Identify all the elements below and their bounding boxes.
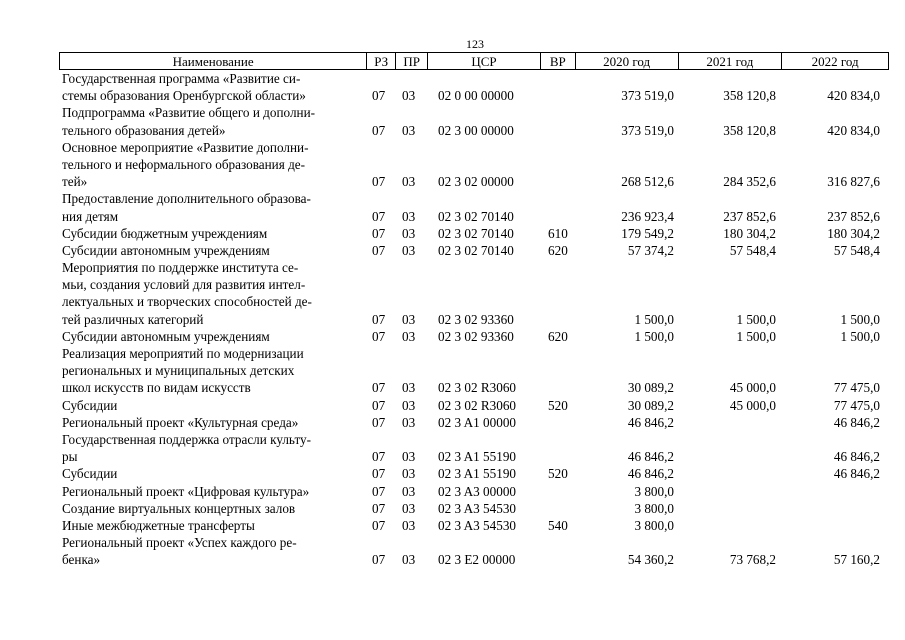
row-2021: 284 352,6 [723, 174, 776, 190]
row-csr: 02 3 02 93360 [438, 328, 514, 344]
row-2020: 268 512,6 [621, 174, 674, 190]
row-pr: 03 [402, 500, 416, 516]
row-rz: 07 [372, 552, 386, 568]
row-2020: 3 800,0 [634, 517, 674, 533]
row-2020: 46 846,2 [627, 414, 674, 430]
header-pr: ПР [396, 53, 428, 69]
row-name: Субсидии [62, 466, 118, 482]
table-row [0, 242, 905, 259]
row-2020: 30 089,2 [627, 397, 674, 413]
row-name: Государственная поддержка отрасли культу- [62, 431, 312, 447]
row-name: тельного и неформального образования де- [62, 156, 306, 172]
row-rz: 07 [372, 311, 386, 327]
row-csr: 02 3 E2 00000 [438, 552, 516, 568]
row-2021: 180 304,2 [723, 225, 776, 241]
page-number: 123 [466, 37, 484, 51]
row-pr: 03 [402, 88, 416, 104]
row-name: Мероприятия по поддержке института се- [62, 260, 299, 276]
row-name: мьи, создания условий для развития интел- [62, 277, 306, 293]
header-vr: ВР [541, 53, 576, 69]
row-2020: 179 549,2 [621, 225, 674, 241]
row-rz: 07 [372, 328, 386, 344]
row-csr: 02 3 02 R3060 [438, 397, 517, 413]
row-rz: 07 [372, 208, 386, 224]
row-name: Создание виртуальных концертных залов [62, 500, 296, 516]
table-row [0, 517, 905, 534]
row-rz: 07 [372, 500, 386, 516]
row-2021: 73 768,2 [729, 552, 776, 568]
row-name: ния детям [62, 208, 119, 224]
row-csr: 02 3 02 93360 [438, 311, 514, 327]
table-body [0, 70, 905, 568]
table-row [0, 276, 905, 293]
row-name: бенка» [62, 552, 101, 568]
row-csr: 02 3 02 70140 [438, 242, 514, 258]
table-row [0, 225, 905, 242]
table-row [0, 293, 905, 310]
table-row [0, 156, 905, 173]
row-pr: 03 [402, 483, 416, 499]
row-csr: 02 3 00 00000 [438, 122, 514, 138]
row-name: Региональный проект «Цифровая культура» [62, 483, 310, 499]
row-name: тей» [62, 174, 88, 190]
row-name: Субсидии автономным учреждениям [62, 242, 270, 258]
row-2020: 46 846,2 [627, 449, 674, 465]
row-2020: 57 374,2 [627, 242, 674, 258]
row-pr: 03 [402, 174, 416, 190]
row-rz: 07 [372, 242, 386, 258]
row-2022: 316 827,6 [827, 174, 880, 190]
row-2020: 30 089,2 [627, 380, 674, 396]
row-pr: 03 [402, 466, 416, 482]
row-2020: 46 846,2 [627, 466, 674, 482]
row-2022: 77 475,0 [833, 380, 880, 396]
row-2021: 358 120,8 [723, 122, 776, 138]
row-pr: 03 [402, 449, 416, 465]
row-2020: 373 519,0 [621, 122, 674, 138]
row-csr: 02 3 02 70140 [438, 225, 514, 241]
row-rz: 07 [372, 466, 386, 482]
row-2022: 57 160,2 [833, 552, 880, 568]
row-name: Региональный проект «Культурная среда» [62, 414, 299, 430]
row-csr: 02 3 02 R3060 [438, 380, 517, 396]
row-2020: 3 800,0 [634, 483, 674, 499]
table-row [0, 431, 905, 448]
row-rz: 07 [372, 414, 386, 430]
row-name: школ искусств по видам искусств [62, 380, 251, 396]
row-pr: 03 [402, 328, 416, 344]
table-row [0, 70, 905, 87]
row-2021: 57 548,4 [729, 242, 776, 258]
row-csr: 02 3 A1 00000 [438, 414, 517, 430]
row-2020: 373 519,0 [621, 88, 674, 104]
row-2021: 237 852,6 [723, 208, 776, 224]
table-row [0, 173, 905, 190]
table-row [0, 397, 905, 414]
row-2022: 77 475,0 [833, 397, 880, 413]
row-2022: 420 834,0 [827, 122, 880, 138]
row-2022: 420 834,0 [827, 88, 880, 104]
row-2020: 236 923,4 [621, 208, 674, 224]
table-row [0, 414, 905, 431]
row-name: Иные межбюджетные трансферты [62, 517, 255, 533]
row-rz: 07 [372, 449, 386, 465]
header-rz: РЗ [367, 53, 396, 69]
row-2022: 46 846,2 [833, 414, 880, 430]
row-vr: 620 [548, 242, 568, 258]
row-rz: 07 [372, 122, 386, 138]
row-csr: 02 3 A1 55190 [438, 449, 517, 465]
table-row [0, 259, 905, 276]
row-name: Государственная программа «Развитие си- [62, 71, 301, 86]
row-rz: 07 [372, 517, 386, 533]
row-pr: 03 [402, 380, 416, 396]
row-csr: 02 3 A1 55190 [438, 466, 517, 482]
row-rz: 07 [372, 397, 386, 413]
row-name: Субсидии бюджетным учреждениям [62, 225, 268, 241]
row-2022: 46 846,2 [833, 449, 880, 465]
row-name: Субсидии [62, 397, 118, 413]
table-header [59, 52, 889, 70]
row-vr: 520 [548, 466, 568, 482]
table-row [0, 534, 905, 551]
table-row [0, 379, 905, 396]
table-row [0, 190, 905, 207]
row-2022: 57 548,4 [833, 242, 880, 258]
table-row [0, 448, 905, 465]
row-pr: 03 [402, 225, 416, 241]
row-2020: 54 360,2 [627, 552, 674, 568]
row-name: Реализация мероприятий по модернизации [62, 346, 304, 361]
table-row [0, 500, 905, 517]
row-rz: 07 [372, 88, 386, 104]
row-2022: 1 500,0 [840, 328, 880, 344]
row-rz: 07 [372, 483, 386, 499]
header-name: Наименование [60, 53, 367, 69]
row-csr: 02 3 A3 54530 [438, 517, 517, 533]
table-row [0, 87, 905, 104]
header-2020: 2020 год [576, 53, 679, 69]
row-2022: 1 500,0 [840, 311, 880, 327]
row-2021: 45 000,0 [729, 380, 776, 396]
row-pr: 03 [402, 414, 416, 430]
row-2022: 46 846,2 [833, 466, 880, 482]
row-2020: 1 500,0 [634, 328, 674, 344]
row-rz: 07 [372, 225, 386, 241]
row-2021: 1 500,0 [736, 311, 776, 327]
row-name: стемы образования Оренбургской области» [62, 88, 306, 104]
row-pr: 03 [402, 208, 416, 224]
table-row [0, 551, 905, 568]
table-row [0, 104, 905, 121]
row-name: Региональный проект «Успех каждого ре- [62, 535, 297, 551]
row-csr: 02 3 02 70140 [438, 208, 514, 224]
row-name: тей различных категорий [62, 311, 204, 327]
table-row [0, 362, 905, 379]
table-row [0, 122, 905, 139]
row-pr: 03 [402, 552, 416, 568]
row-vr: 610 [548, 225, 568, 241]
row-name: Основное мероприятие «Развитие дополни- [62, 139, 309, 155]
header-csr: ЦСР [428, 53, 541, 69]
row-name: региональных и муниципальных детских [62, 363, 295, 379]
row-name: Подпрограмма «Развитие общего и дополни- [62, 105, 316, 121]
row-2020: 3 800,0 [634, 500, 674, 516]
row-csr: 02 0 00 00000 [438, 88, 514, 104]
row-pr: 03 [402, 517, 416, 533]
row-pr: 03 [402, 122, 416, 138]
row-csr: 02 3 A3 54530 [438, 500, 517, 516]
row-name: тельного образования детей» [62, 122, 226, 138]
row-2020: 1 500,0 [634, 311, 674, 327]
row-csr: 02 3 A3 00000 [438, 483, 517, 499]
row-pr: 03 [402, 311, 416, 327]
row-name: Предоставление дополнительного образова- [62, 191, 311, 207]
row-2021: 45 000,0 [729, 397, 776, 413]
row-name: лектуальных и творческих способностей де- [62, 294, 312, 310]
table-row [0, 465, 905, 482]
table-row [0, 483, 905, 500]
row-rz: 07 [372, 380, 386, 396]
row-name: ры [62, 449, 78, 465]
row-pr: 03 [402, 242, 416, 258]
row-rz: 07 [372, 174, 386, 190]
row-csr: 02 3 02 00000 [438, 174, 514, 190]
row-vr: 540 [548, 517, 568, 533]
row-2022: 237 852,6 [827, 208, 880, 224]
table-row [0, 345, 905, 362]
table-row [0, 311, 905, 328]
table-row [0, 208, 905, 225]
row-2021: 358 120,8 [723, 88, 776, 104]
table-row [0, 328, 905, 345]
row-2022: 180 304,2 [827, 225, 880, 241]
row-2021: 1 500,0 [736, 328, 776, 344]
row-vr: 520 [548, 397, 568, 413]
row-vr: 620 [548, 328, 568, 344]
row-name: Субсидии автономным учреждениям [62, 328, 270, 344]
table-row [0, 139, 905, 156]
row-pr: 03 [402, 397, 416, 413]
header-2022: 2022 год [811, 54, 859, 69]
header-2021: 2021 год [679, 53, 783, 69]
